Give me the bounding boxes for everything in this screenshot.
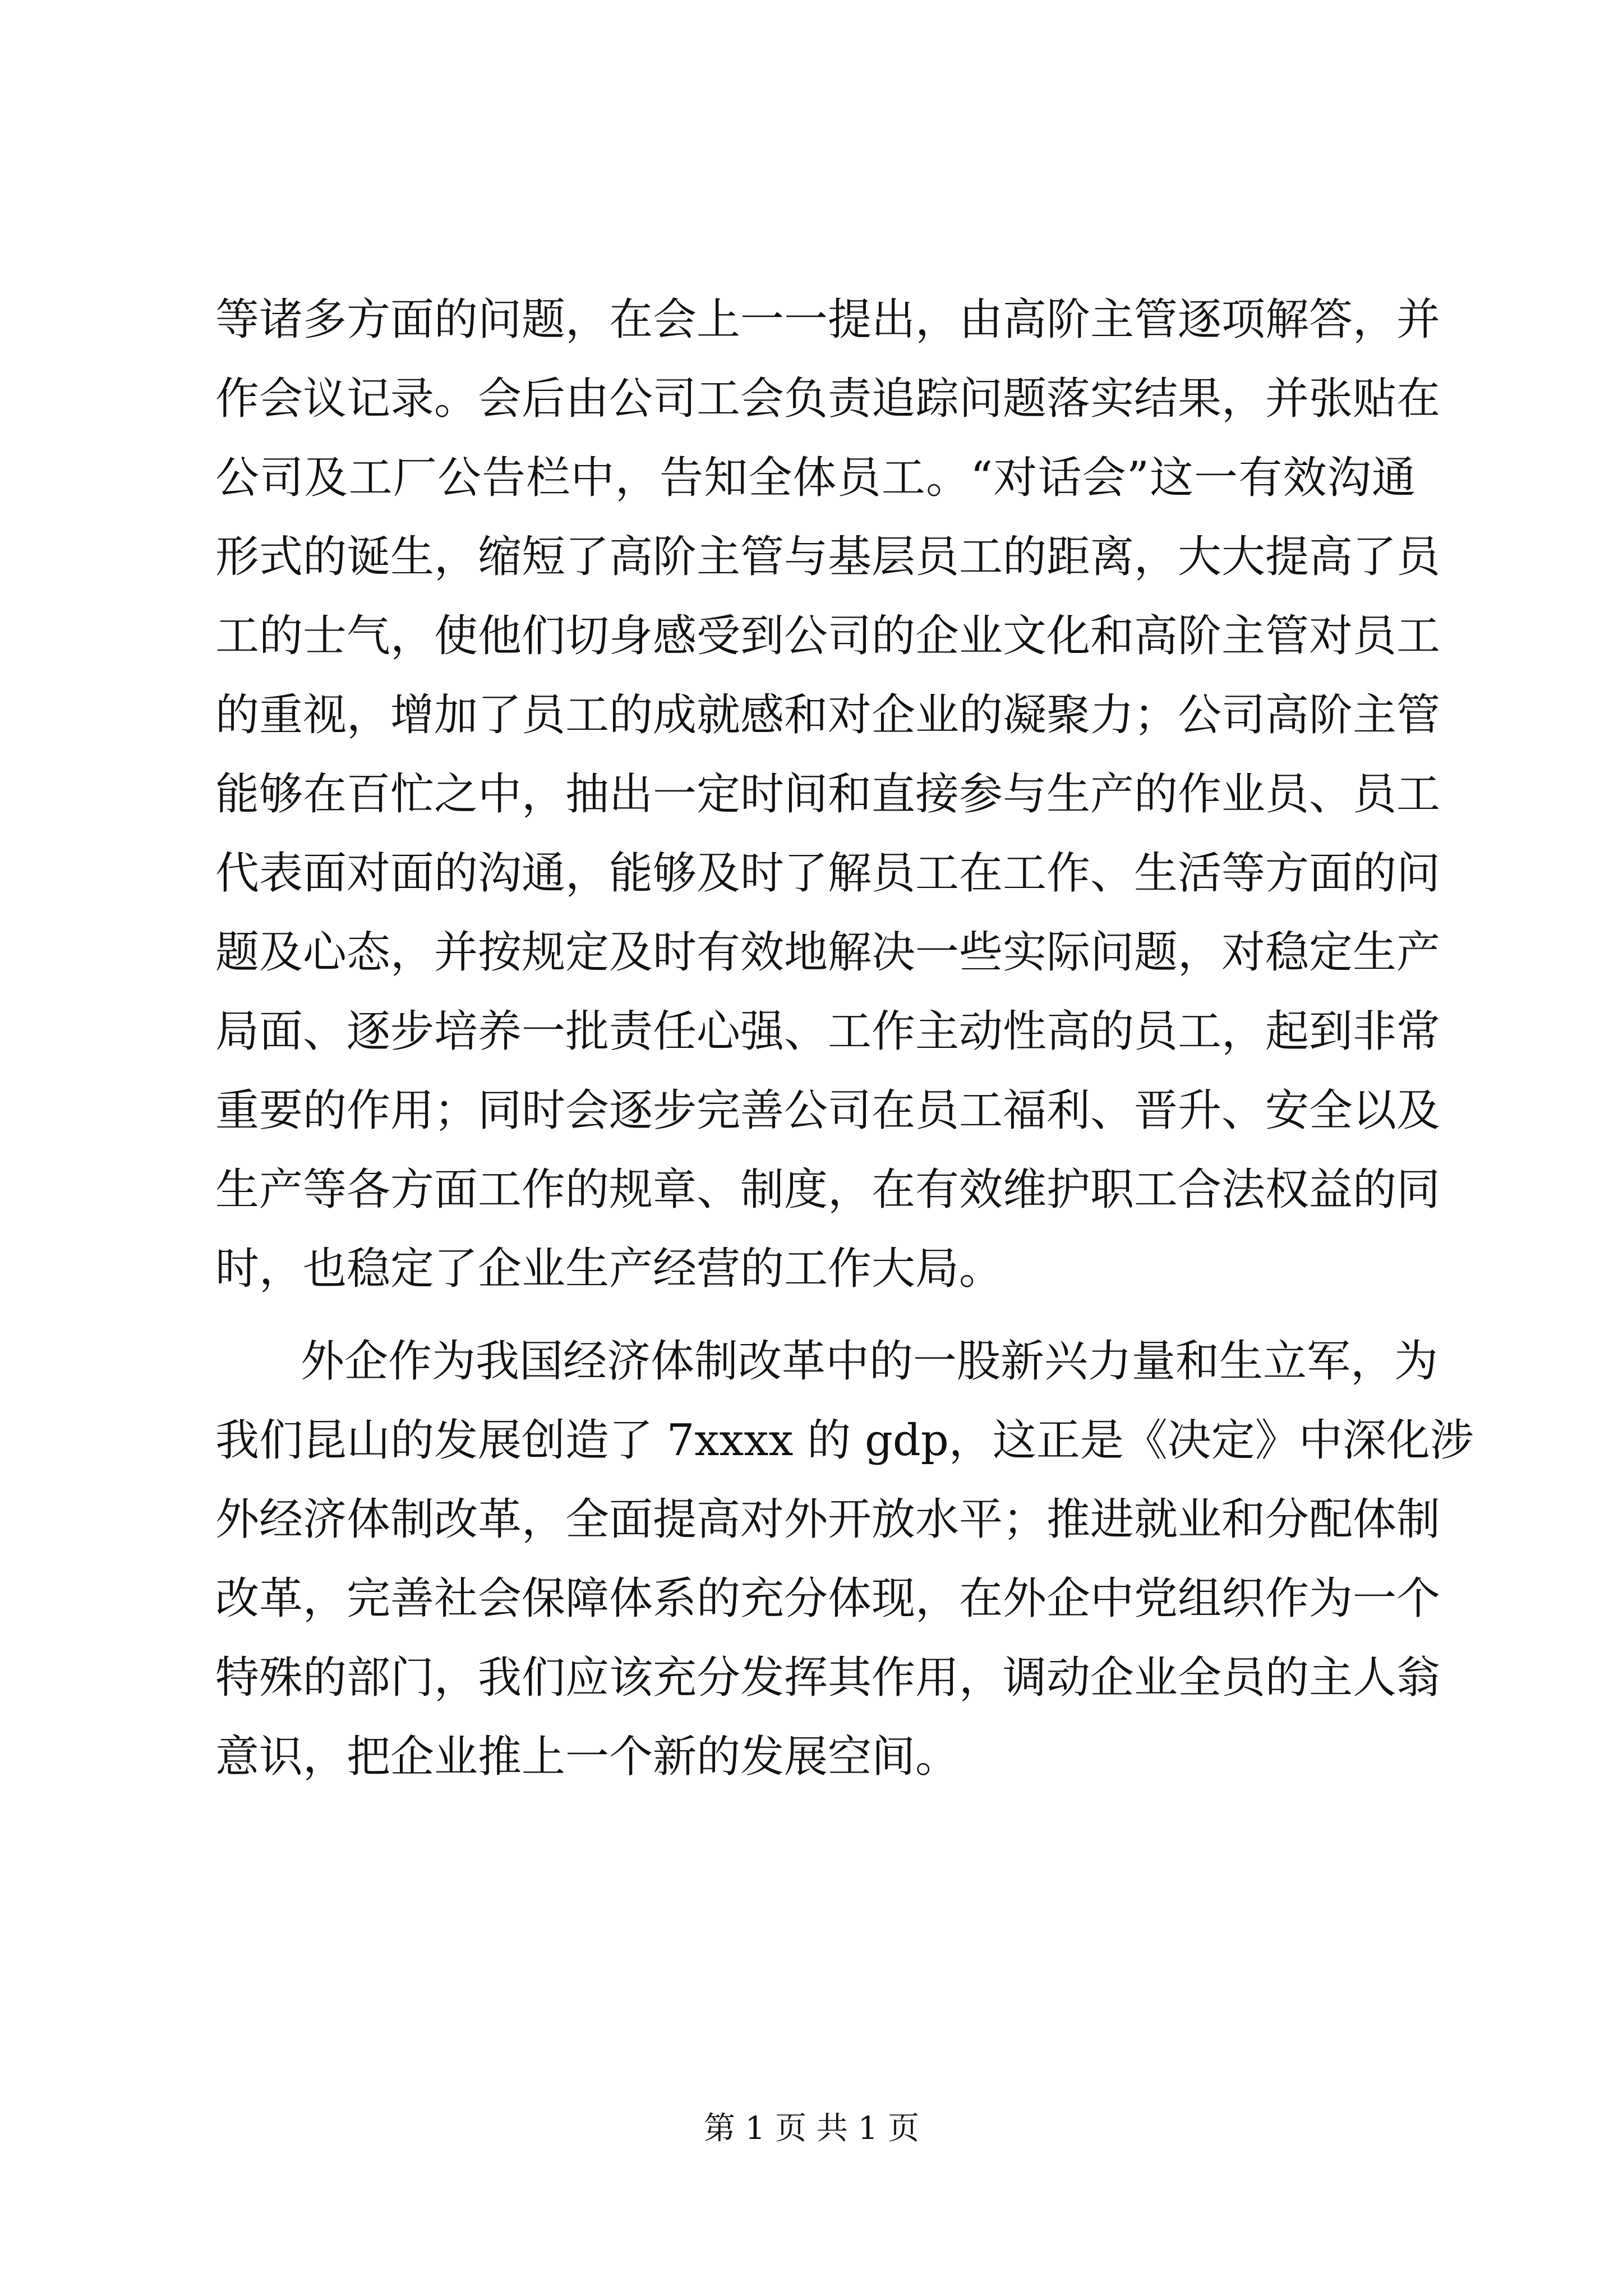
paragraph-1	[215, 280, 1441, 1309]
paragraph-line: 外经济体制改革，全面提高对外开放水平；推进就业和分配体制	[215, 1494, 1441, 1545]
paragraph-line: 工的士气，使他们切身感受到公司的企业文化和高阶主管对员工	[215, 611, 1441, 661]
paragraph-line: 等诸多方面的问题，在会上一一提出，由高阶主管逐项解答，并	[215, 295, 1441, 345]
paragraph-line: 外企作为我国经济体制改革中的一股新兴力量和生立军，为	[301, 1336, 1438, 1387]
paragraph-line: 形式的诞生，缩短了高阶主管与基层员工的距离，大大提高了员	[215, 532, 1441, 582]
paragraph-line: 能够在百忙之中，抽出一定时间和直接参与生产的作业员、员工	[215, 769, 1441, 820]
paragraph-spacer	[215, 1309, 1415, 1322]
paragraph-2	[215, 1322, 1474, 1797]
paragraph-line: 的重视，增加了员工的成就感和对企业的凝聚力；公司高阶主管	[215, 690, 1441, 740]
paragraph-line: 改革，完善社会保障体系的充分体现，在外企中党组织作为一个	[215, 1573, 1441, 1624]
paragraph-line: 局面、逐步培养一批责任心强、工作主动性高的员工，起到非常	[215, 1006, 1441, 1057]
paragraph-line: 公司及工厂公告栏中，告知全体员工。“对话会”这一有效沟通	[215, 453, 1415, 503]
paragraph-line: 题及心态，并按规定及时有效地解决一些实际问题，对稳定生产	[215, 927, 1441, 978]
paragraph-line: 生产等各方面工作的规章、制度，在有效维护职工合法权益的同	[215, 1165, 1441, 1215]
paragraph-line: 我们昆山的发展创造了 7xxxx 的 gdp，这正是《决定》中深化涉	[215, 1415, 1474, 1466]
page-number-footer: 第 1 页 共 1 页	[703, 2110, 920, 2147]
paragraph-line: 时，也稳定了企业生产经营的工作大局。	[215, 1244, 1003, 1294]
paragraph-line: 作会议记录。会后由公司工会负责追踪问题落实结果，并张贴在	[215, 374, 1441, 424]
paragraph-line: 意识，把企业推上一个新的发展空间。	[215, 1732, 960, 1782]
paragraph-line: 特殊的部门，我们应该充分发挥其作用，调动企业全员的主人翁	[215, 1653, 1441, 1703]
document-body	[215, 280, 1474, 1797]
paragraph-line: 代表面对面的沟通，能够及时了解员工在工作、生活等方面的问	[215, 848, 1441, 899]
paragraph-line: 重要的作用；同时会逐步完善公司在员工福利、晋升、安全以及	[215, 1085, 1441, 1136]
